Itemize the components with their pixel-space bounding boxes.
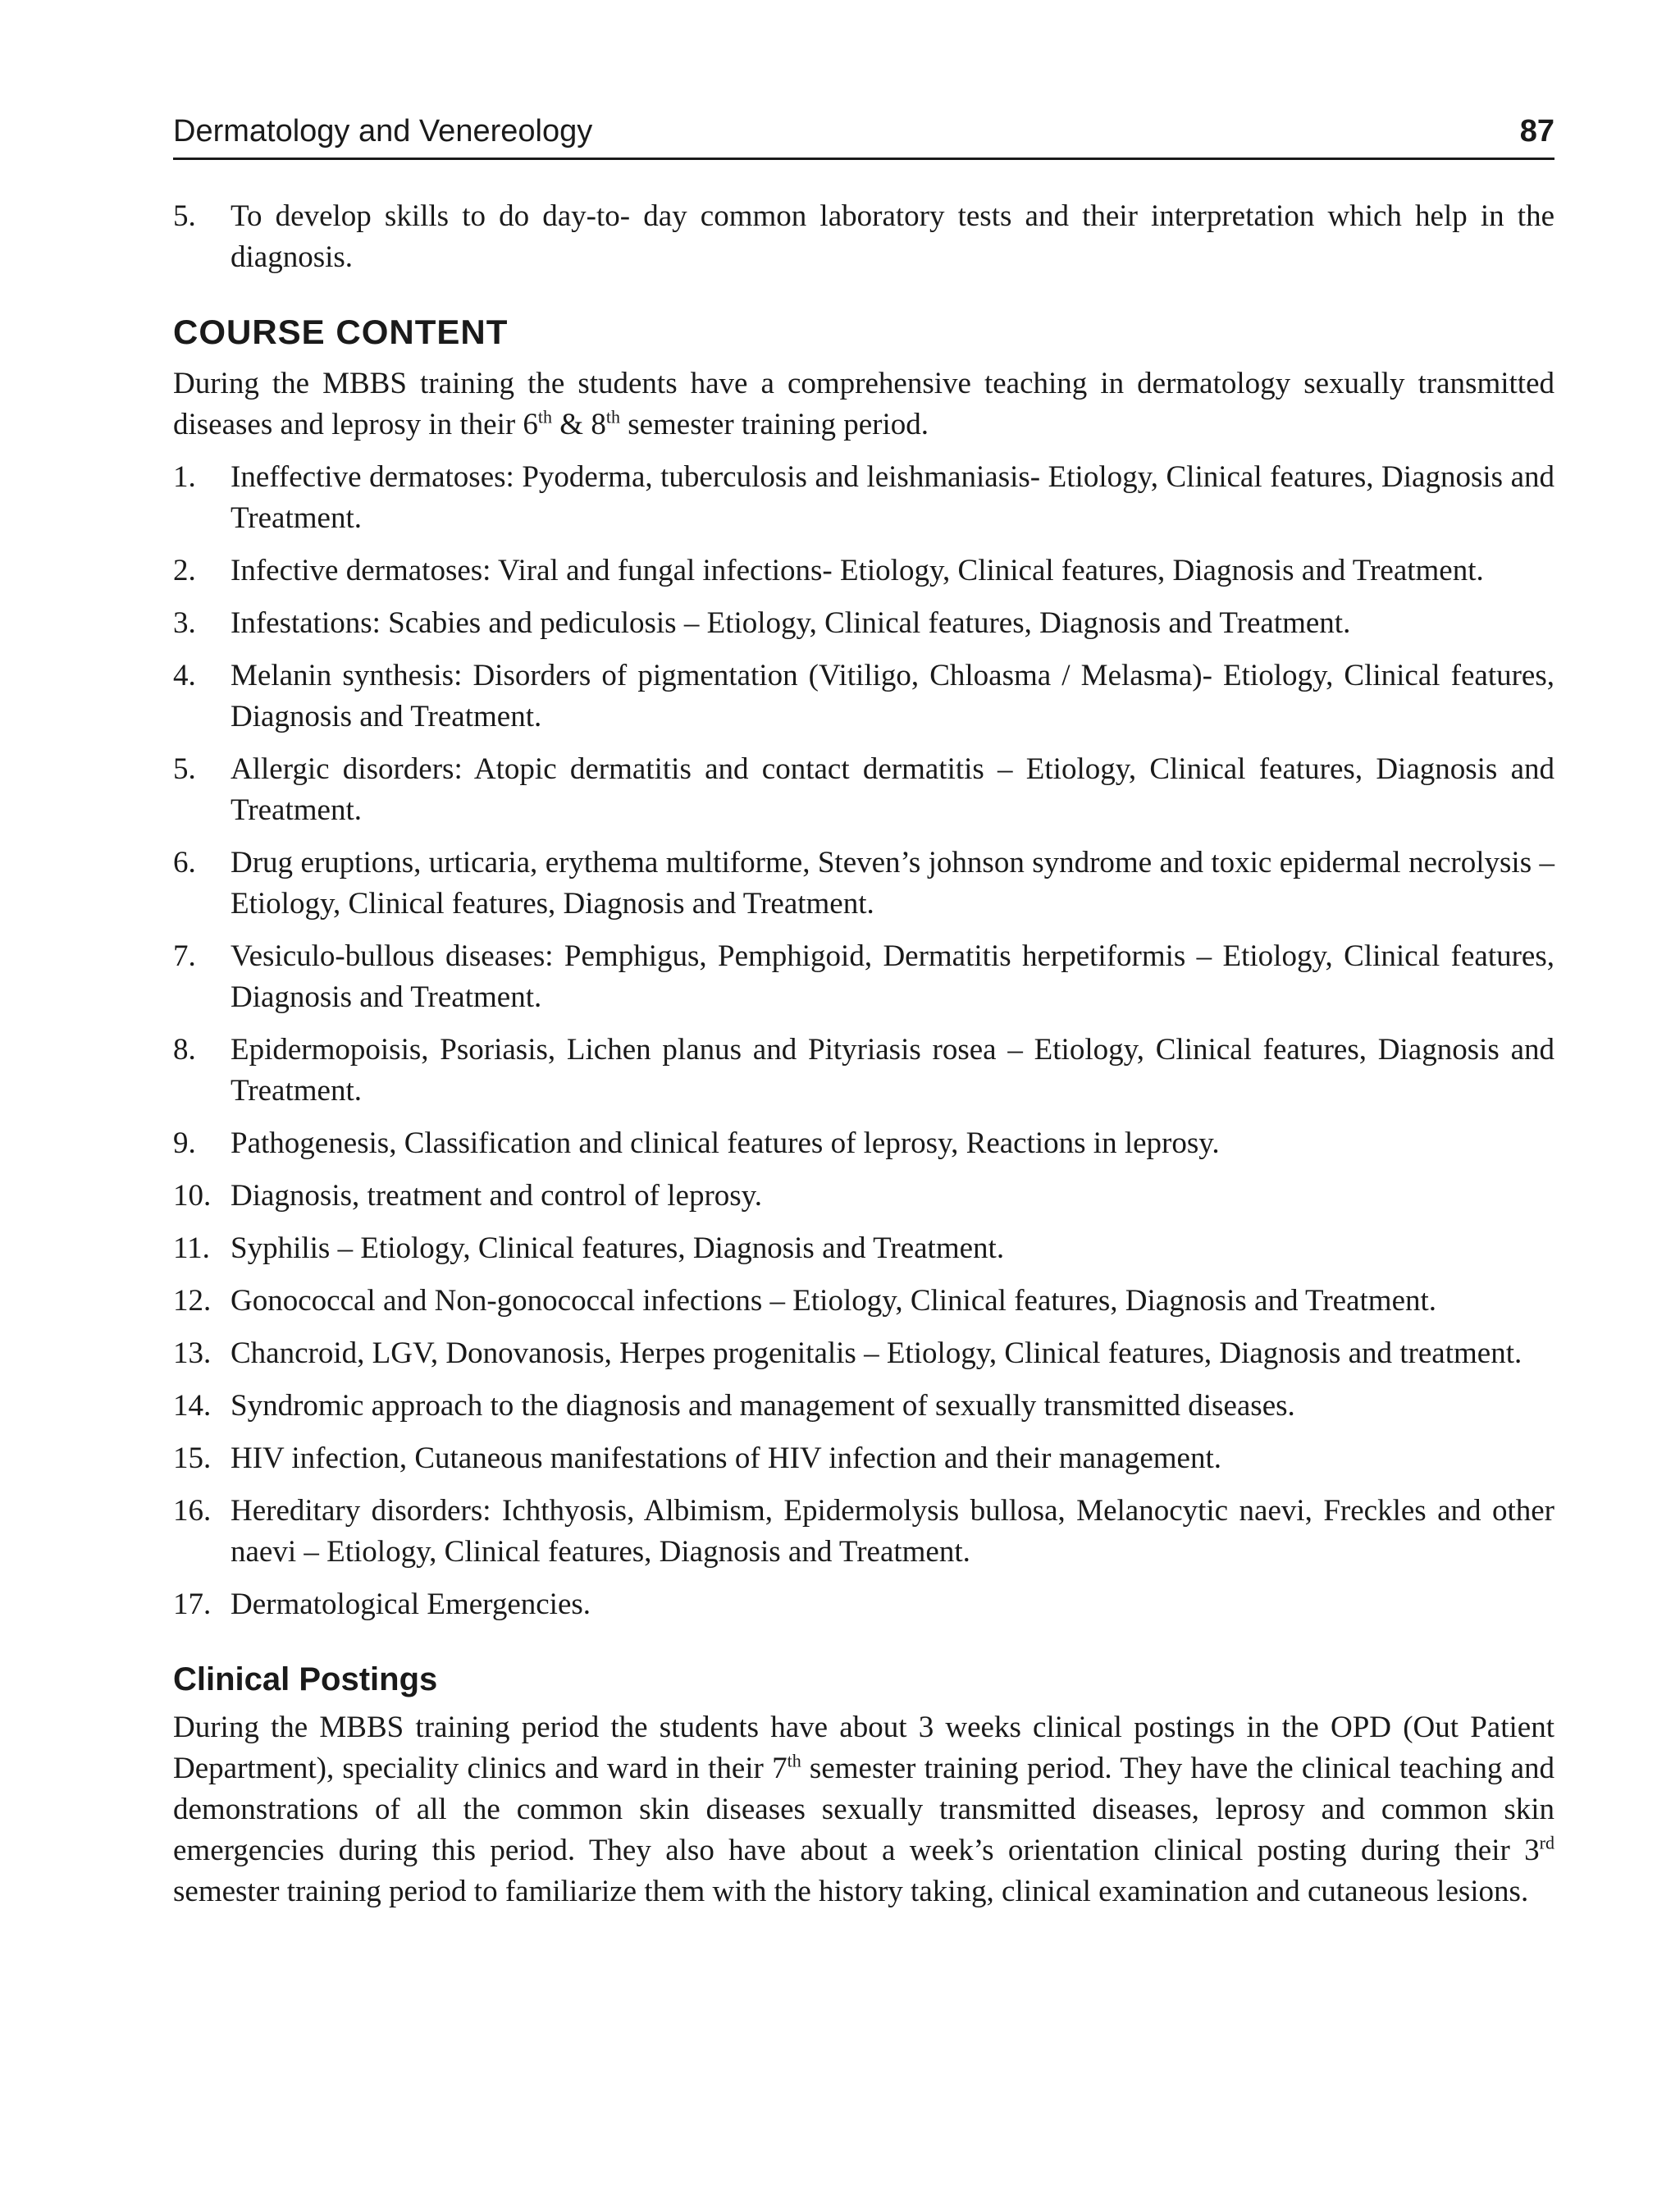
item-number: 5. [173, 752, 196, 786]
item-text: Syndromic approach to the diagnosis and management of sexually transmitted diseases. [231, 1389, 1295, 1423]
clinical-postings-paragraph: During the MBBS training period the students have about 3 weeks clinical postings in the OPD (Out Patient Department), speciality clinics and ward in their 7th semester training period. They have the clinical teaching and demonstrations of all the common skin diseases sexually transmitted diseases, leprosy and common skin emergencies during this period. They also have about a week’s orientation clinical posting during their 3rd semester training period to familiarize them with the history taking, clinical examination and cutaneous lesions. [173, 1711, 1554, 1908]
item-text: Epidermopoisis, Psoriasis, Lichen planus and Pityriasis rosea – Etiology, Clinical features, Diagnosis and Treatment. [231, 1033, 1554, 1108]
list-item [173, 550, 1554, 592]
item-number: 13. [173, 1336, 212, 1370]
list-item [173, 936, 1554, 1018]
list-item [173, 1228, 1554, 1269]
item-text: Pathogenesis, Classification and clinical features of leprosy, Reactions in leprosy. [231, 1126, 1220, 1160]
item-text: Hereditary disorders: Ichthyosis, Albimism, Epidermolysis bullosa, Melanocytic naevi, Freckles and other naevi – Etiology, Clinical features, Diagnosis and Treatment. [231, 1494, 1554, 1569]
item-number: 8. [173, 1033, 196, 1067]
list-item [173, 843, 1554, 925]
item-number: 11. [173, 1231, 210, 1265]
course-intro-paragraph: During the MBBS training the students have a comprehensive teaching in dermatology sexually transmitted diseases and leprosy in their 6th & 8th semester training period. [173, 367, 1554, 441]
list-item [173, 656, 1554, 738]
item-number: 14. [173, 1389, 212, 1423]
item-text: Melanin synthesis: Disorders of pigmentation (Vitiligo, Chloasma / Melasma)- Etiology, Clinical features, Diagnosis and Treatment. [231, 659, 1554, 733]
item-number: 16. [173, 1494, 212, 1528]
item-text: Ineffective dermatoses: Pyoderma, tuberculosis and leishmaniasis- Etiology, Clinical features, Diagnosis and Treatment. [231, 460, 1554, 535]
item-text: Infective dermatoses: Viral and fungal infections- Etiology, Clinical features, Diagnosis and Treatment. [231, 554, 1484, 587]
item-number: 7. [173, 939, 196, 973]
item-number: 1. [173, 460, 196, 494]
item-number: 15. [173, 1441, 212, 1475]
item-text: Allergic disorders: Atopic dermatitis and contact dermatitis – Etiology, Clinical features, Diagnosis and Treatment. [231, 752, 1554, 827]
item-number: 17. [173, 1588, 212, 1621]
item-text: Dermatological Emergencies. [231, 1588, 591, 1621]
item-number: 10. [173, 1179, 212, 1213]
running-header [173, 107, 1554, 160]
item-text: Diagnosis, treatment and control of leprosy. [231, 1179, 763, 1213]
item-number: 6. [173, 846, 196, 879]
item-text: Chancroid, LGV, Donovanosis, Herpes progenitalis – Etiology, Clinical features, Diagnosis and treatment. [231, 1336, 1522, 1370]
list-item [173, 603, 1554, 644]
item-number: 9. [173, 1126, 196, 1160]
list-item [173, 1281, 1554, 1322]
list-item [173, 457, 1554, 539]
header-title: Dermatology and Venereology [173, 114, 593, 148]
list-item [173, 1491, 1554, 1573]
list-item [173, 1030, 1554, 1112]
page-content [173, 196, 1554, 1912]
list-item [173, 1386, 1554, 1427]
list-item [173, 1333, 1554, 1374]
item-text: Drug eruptions, urticaria, erythema multiforme, Steven’s johnson syndrome and toxic epidermal necrolysis – Etiology, Clinical features, Diagnosis and Treatment. [231, 846, 1554, 921]
item-number: 4. [173, 659, 196, 692]
item-number: 5. [173, 199, 196, 233]
item-number: 12. [173, 1284, 212, 1318]
item-number: 3. [173, 606, 196, 640]
item-text: Infestations: Scabies and pediculosis – Etiology, Clinical features, Diagnosis and Treatment. [231, 606, 1351, 640]
item-text: To develop skills to do day-to- day common laboratory tests and their interpretation which help in the diagnosis. [231, 199, 1554, 274]
objective-item [173, 196, 1554, 278]
section-heading-course-content: COURSE CONTENT [173, 313, 509, 351]
item-text: Gonococcal and Non-gonococcal infections – Etiology, Clinical features, Diagnosis and Treatment. [231, 1284, 1437, 1318]
item-text: HIV infection, Cutaneous manifestations of HIV infection and their management. [231, 1441, 1222, 1475]
page [173, 107, 1554, 1912]
course-content-list [173, 457, 1554, 1625]
section-heading-clinical-postings: Clinical Postings [173, 1661, 438, 1697]
item-text: Vesiculo-bullous diseases: Pemphigus, Pemphigoid, Dermatitis herpetiformis – Etiology, Clinical features, Diagnosis and Treatment. [231, 939, 1554, 1014]
list-item [173, 749, 1554, 831]
page-number: 87 [1519, 114, 1554, 148]
list-item [173, 1584, 1554, 1625]
list-item [173, 1176, 1554, 1217]
list-item [173, 1438, 1554, 1479]
item-text: Syphilis – Etiology, Clinical features, Diagnosis and Treatment. [231, 1231, 1005, 1265]
item-number: 2. [173, 554, 196, 587]
list-item [173, 1123, 1554, 1164]
